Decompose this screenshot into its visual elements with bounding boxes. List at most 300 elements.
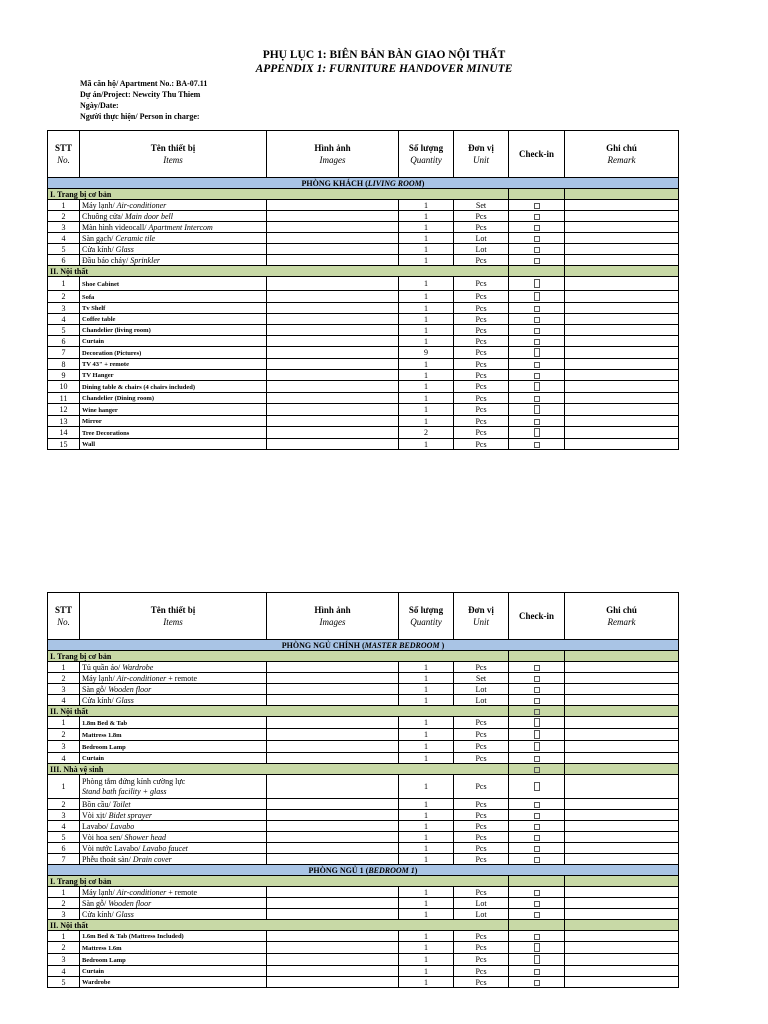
item-name <box>80 673 267 684</box>
item-name <box>80 393 267 404</box>
item-quantity: 1 <box>399 359 454 370</box>
col-quantity-label: Số lượng <box>408 605 444 615</box>
item-row <box>48 775 679 799</box>
item-row <box>48 359 679 370</box>
item-quantity: 1 <box>399 695 454 706</box>
checkbox-icon[interactable] <box>534 328 540 334</box>
item-quantity: 1 <box>399 931 454 942</box>
item-name-vi: Máy lạnh/ <box>82 887 117 897</box>
item-name <box>80 336 267 347</box>
item-checkin-cell <box>509 909 565 920</box>
item-name <box>80 416 267 427</box>
checkbox-icon[interactable] <box>534 756 540 762</box>
date-field: Ngày/Date: <box>80 101 119 110</box>
item-remark-cell[interactable] <box>565 200 679 211</box>
checkbox-icon[interactable] <box>534 969 540 975</box>
section-checkin-cell <box>509 189 565 200</box>
item-unit: Pcs <box>454 942 509 954</box>
item-quantity: 1 <box>399 898 454 909</box>
item-remark-cell[interactable] <box>565 325 679 336</box>
item-unit: Pcs <box>454 416 509 427</box>
item-name-vi: Tủ quần áo/ <box>82 662 123 672</box>
item-no: 1 <box>48 200 80 211</box>
item-remark-cell[interactable] <box>565 662 679 673</box>
item-no: 4 <box>48 821 80 832</box>
item-no: 6 <box>48 336 80 347</box>
checkbox-icon[interactable] <box>534 362 540 368</box>
item-no: 8 <box>48 359 80 370</box>
item-no: 1 <box>48 277 80 291</box>
item-remark-cell[interactable] <box>565 810 679 821</box>
section-title: III. Nhà vệ sinh <box>48 764 509 775</box>
item-remark-cell[interactable] <box>565 427 679 439</box>
item-unit: Pcs <box>454 393 509 404</box>
item-remark-cell[interactable] <box>565 381 679 393</box>
header-row <box>48 593 679 640</box>
item-image-cell <box>267 775 399 799</box>
item-row <box>48 381 679 393</box>
checkbox-icon[interactable] <box>534 718 540 727</box>
item-name <box>80 314 267 325</box>
item-row <box>48 821 679 832</box>
checkbox-icon[interactable] <box>534 835 540 841</box>
room-title-en: MASTER BEDROOM <box>364 640 442 650</box>
checkbox-icon[interactable] <box>534 214 540 220</box>
item-name-text: Mattress 1.6m <box>82 944 122 952</box>
item-no: 3 <box>48 810 80 821</box>
item-row <box>48 211 679 222</box>
item-name-vi: Đầu báo cháy/ <box>82 255 131 265</box>
section-row <box>48 266 679 277</box>
item-unit: Pcs <box>454 439 509 450</box>
item-image-cell <box>267 347 399 359</box>
item-unit: Pcs <box>454 427 509 439</box>
item-checkin-cell <box>509 843 565 854</box>
section-title: II. Nội thất <box>48 920 509 931</box>
item-image-cell <box>267 381 399 393</box>
apartment-info <box>80 78 207 122</box>
item-image-cell <box>267 854 399 865</box>
item-remark-cell[interactable] <box>565 347 679 359</box>
item-no: 1 <box>48 931 80 942</box>
item-remark-cell[interactable] <box>565 211 679 222</box>
item-remark-cell[interactable] <box>565 233 679 244</box>
item-name <box>80 799 267 810</box>
item-unit: Pcs <box>454 832 509 843</box>
item-row <box>48 695 679 706</box>
item-remark-cell[interactable] <box>565 314 679 325</box>
item-unit: Pcs <box>454 854 509 865</box>
item-quantity: 1 <box>399 810 454 821</box>
apartment-no: Mã căn hộ/ Apartment No.: BA-07.11 <box>80 79 208 88</box>
col-remark-label-en: Remark <box>607 155 636 165</box>
item-remark-cell[interactable] <box>565 931 679 942</box>
col-remark-header <box>565 131 679 178</box>
checkbox-icon[interactable] <box>534 373 540 379</box>
checkbox-icon[interactable] <box>534 419 540 425</box>
item-no: 1 <box>48 717 80 729</box>
item-checkin-cell <box>509 303 565 314</box>
checkbox-icon[interactable] <box>534 709 540 715</box>
item-name <box>80 325 267 336</box>
item-no: 5 <box>48 325 80 336</box>
item-unit: Pcs <box>454 966 509 977</box>
item-quantity: 1 <box>399 741 454 753</box>
item-image-cell <box>267 277 399 291</box>
item-unit: Pcs <box>454 977 509 988</box>
item-no: 12 <box>48 404 80 416</box>
item-unit: Pcs <box>454 887 509 898</box>
item-remark-cell[interactable] <box>565 954 679 966</box>
item-name-en: Wooden floor <box>108 684 152 694</box>
item-quantity: 1 <box>399 717 454 729</box>
item-name-vi: Cửa kính/ <box>82 244 116 254</box>
item-checkin-cell <box>509 942 565 954</box>
item-remark-cell[interactable] <box>565 942 679 954</box>
item-no: 4 <box>48 966 80 977</box>
checkbox-icon[interactable] <box>534 857 540 863</box>
item-name-text: Bedroom Lamp <box>82 743 126 751</box>
item-row <box>48 909 679 920</box>
checkbox-icon[interactable] <box>534 405 540 414</box>
checkbox-icon[interactable] <box>534 730 540 739</box>
item-quantity: 1 <box>399 832 454 843</box>
item-unit: Pcs <box>454 954 509 966</box>
item-quantity: 1 <box>399 336 454 347</box>
item-quantity: 1 <box>399 277 454 291</box>
col-no-header <box>48 593 80 640</box>
checkbox-icon[interactable] <box>534 348 540 357</box>
checkbox-icon[interactable] <box>534 382 540 391</box>
checkbox-icon[interactable] <box>534 676 540 682</box>
item-name <box>80 427 267 439</box>
item-unit: Pcs <box>454 717 509 729</box>
item-quantity: 1 <box>399 211 454 222</box>
item-name-text: Chandelier (living room) <box>82 327 151 334</box>
section-remark-cell <box>565 651 679 662</box>
item-quantity: 1 <box>399 966 454 977</box>
item-no: 3 <box>48 222 80 233</box>
item-remark-cell[interactable] <box>565 255 679 266</box>
item-remark-cell[interactable] <box>565 277 679 291</box>
checkbox-icon[interactable] <box>534 306 540 312</box>
checkbox-icon[interactable] <box>534 767 540 773</box>
item-name-vi: Máy lạnh/ <box>82 200 117 210</box>
checkbox-icon[interactable] <box>534 258 540 264</box>
col-items-label-en: Items <box>163 617 183 627</box>
item-image-cell <box>267 416 399 427</box>
item-checkin-cell <box>509 277 565 291</box>
item-remark-cell[interactable] <box>565 695 679 706</box>
item-checkin-cell <box>509 325 565 336</box>
item-quantity: 1 <box>399 200 454 211</box>
item-name-vi: Sàn gỗ/ <box>82 684 109 694</box>
item-quantity: 1 <box>399 753 454 764</box>
item-row <box>48 810 679 821</box>
item-image-cell <box>267 684 399 695</box>
col-images-label-en: Images <box>319 155 346 165</box>
item-name <box>80 684 267 695</box>
item-remark-cell[interactable] <box>565 439 679 450</box>
item-name-vi: Phễu thoát sàn/ <box>82 854 133 864</box>
section-title: II. Nội thất <box>48 706 509 717</box>
item-image-cell <box>267 291 399 303</box>
item-remark-cell[interactable] <box>565 393 679 404</box>
item-checkin-cell <box>509 775 565 799</box>
item-name-vi: Chuông cửa/ <box>82 211 125 221</box>
item-remark-cell[interactable] <box>565 821 679 832</box>
item-remark-cell[interactable] <box>565 336 679 347</box>
item-remark-cell[interactable] <box>565 303 679 314</box>
item-remark-cell[interactable] <box>565 966 679 977</box>
item-checkin-cell <box>509 314 565 325</box>
item-image-cell <box>267 255 399 266</box>
item-name-en: Stand bath facility + glass <box>82 786 167 796</box>
item-no: 7 <box>48 854 80 865</box>
section-row <box>48 706 679 717</box>
section-row <box>48 920 679 931</box>
checkbox-icon[interactable] <box>534 236 540 242</box>
item-unit: Set <box>454 673 509 684</box>
item-name <box>80 359 267 370</box>
col-images-label-en: Images <box>319 617 346 627</box>
checkbox-icon[interactable] <box>534 901 540 907</box>
item-quantity: 1 <box>399 314 454 325</box>
checkbox-icon[interactable] <box>534 742 540 751</box>
item-unit: Lot <box>454 898 509 909</box>
item-remark-cell[interactable] <box>565 832 679 843</box>
checkbox-icon[interactable] <box>534 802 540 808</box>
item-name-text: Wine hanger <box>82 406 118 414</box>
item-image-cell <box>267 966 399 977</box>
section-remark-cell <box>565 876 679 887</box>
item-name-text: Tv Shelf <box>82 305 106 312</box>
item-quantity: 1 <box>399 673 454 684</box>
section-row <box>48 876 679 887</box>
item-remark-cell[interactable] <box>565 416 679 427</box>
item-name <box>80 381 267 393</box>
col-no-header <box>48 131 80 178</box>
item-checkin-cell <box>509 244 565 255</box>
item-name <box>80 854 267 865</box>
checkbox-icon[interactable] <box>534 279 540 288</box>
item-remark-cell[interactable] <box>565 370 679 381</box>
handover-table-bedrooms <box>47 592 679 988</box>
section-remark-cell <box>565 706 679 717</box>
checkbox-icon[interactable] <box>534 955 540 964</box>
item-remark-cell[interactable] <box>565 359 679 370</box>
item-name-text: Dining table & chairs (4 chairs included) <box>82 383 196 391</box>
item-no: 3 <box>48 684 80 695</box>
item-name-text: Mattress 1.8m <box>82 731 122 739</box>
item-row <box>48 741 679 753</box>
section-row <box>48 651 679 662</box>
checkbox-icon[interactable] <box>534 846 540 852</box>
item-unit: Pcs <box>454 821 509 832</box>
checkbox-icon[interactable] <box>534 428 540 437</box>
checkbox-icon[interactable] <box>534 890 540 896</box>
item-row <box>48 233 679 244</box>
item-remark-cell[interactable] <box>565 887 679 898</box>
item-unit: Pcs <box>454 843 509 854</box>
item-remark-cell[interactable] <box>565 673 679 684</box>
item-image-cell <box>267 303 399 314</box>
item-checkin-cell <box>509 211 565 222</box>
checkbox-icon[interactable] <box>534 247 540 253</box>
item-name-text: Decoration (Pictures) <box>82 349 142 357</box>
checkbox-icon[interactable] <box>534 813 540 819</box>
item-quantity: 1 <box>399 887 454 898</box>
col-unit-header <box>454 593 509 640</box>
checkbox-icon[interactable] <box>534 292 540 301</box>
item-checkin-cell <box>509 832 565 843</box>
item-quantity: 1 <box>399 942 454 954</box>
room-title-close: ) <box>441 640 445 650</box>
checkbox-icon[interactable] <box>534 203 540 209</box>
item-image-cell <box>267 393 399 404</box>
checkbox-icon[interactable] <box>534 225 540 231</box>
item-row <box>48 887 679 898</box>
checkbox-icon[interactable] <box>534 912 540 918</box>
item-checkin-cell <box>509 439 565 450</box>
checkbox-icon[interactable] <box>534 980 540 986</box>
checkbox-icon[interactable] <box>534 824 540 830</box>
item-remark-cell[interactable] <box>565 854 679 865</box>
item-name <box>80 909 267 920</box>
checkbox-icon[interactable] <box>534 782 540 791</box>
item-remark-cell[interactable] <box>565 222 679 233</box>
item-name <box>80 222 267 233</box>
checkbox-icon[interactable] <box>534 687 540 693</box>
item-row <box>48 416 679 427</box>
checkbox-icon[interactable] <box>534 396 540 402</box>
item-name-en: Lavabo faucet <box>142 843 188 853</box>
item-remark-cell[interactable] <box>565 909 679 920</box>
item-unit: Pcs <box>454 931 509 942</box>
item-name <box>80 942 267 954</box>
checkbox-icon[interactable] <box>534 317 540 323</box>
checkbox-icon[interactable] <box>534 339 540 345</box>
col-items-header <box>80 593 267 640</box>
col-checkin-label: Check-in <box>518 611 554 621</box>
section-row <box>48 189 679 200</box>
header-row <box>48 131 679 178</box>
item-quantity: 1 <box>399 821 454 832</box>
item-remark-cell[interactable] <box>565 404 679 416</box>
item-row <box>48 832 679 843</box>
item-name <box>80 291 267 303</box>
item-name-extra: + remote <box>166 673 198 683</box>
item-unit: Pcs <box>454 336 509 347</box>
item-quantity: 2 <box>399 427 454 439</box>
checkbox-icon[interactable] <box>534 442 540 448</box>
item-name-en: Toilet <box>112 799 131 809</box>
item-unit: Lot <box>454 909 509 920</box>
item-unit: Pcs <box>454 799 509 810</box>
item-name <box>80 775 267 799</box>
item-no: 11 <box>48 393 80 404</box>
item-no: 5 <box>48 977 80 988</box>
item-checkin-cell <box>509 393 565 404</box>
item-name <box>80 741 267 753</box>
item-no: 6 <box>48 255 80 266</box>
col-checkin-header <box>509 593 565 640</box>
item-checkin-cell <box>509 931 565 942</box>
item-checkin-cell <box>509 416 565 427</box>
item-name-text: Curtain <box>82 338 105 345</box>
col-quantity-header <box>399 593 454 640</box>
item-name-vi: Sàn gỗ/ <box>82 898 109 908</box>
col-images-label: Hình ảnh <box>314 143 351 153</box>
item-row <box>48 799 679 810</box>
item-checkin-cell <box>509 347 565 359</box>
section-title: I. Trang bị cơ bản <box>48 876 509 887</box>
item-no: 2 <box>48 942 80 954</box>
item-name-en: Glass <box>115 909 134 919</box>
item-unit: Lot <box>454 233 509 244</box>
item-remark-cell[interactable] <box>565 729 679 741</box>
item-remark-cell[interactable] <box>565 977 679 988</box>
checkbox-icon[interactable] <box>534 698 540 704</box>
item-row <box>48 954 679 966</box>
section-checkin-cell <box>509 764 565 775</box>
item-name <box>80 832 267 843</box>
checkbox-icon[interactable] <box>534 943 540 952</box>
item-name <box>80 843 267 854</box>
item-no: 10 <box>48 381 80 393</box>
item-remark-cell[interactable] <box>565 291 679 303</box>
item-unit: Lot <box>454 684 509 695</box>
col-unit-label-en: Unit <box>472 155 489 165</box>
item-name-en: Apartment Intercom <box>148 222 213 232</box>
item-remark-cell[interactable] <box>565 684 679 695</box>
item-remark-cell[interactable] <box>565 775 679 799</box>
checkbox-icon[interactable] <box>534 934 540 940</box>
section-remark-cell <box>565 189 679 200</box>
item-name-en: Wardrobe <box>122 662 154 672</box>
item-remark-cell[interactable] <box>565 753 679 764</box>
item-remark-cell[interactable] <box>565 244 679 255</box>
col-items-label-en: Items <box>163 155 183 165</box>
room-header-row <box>48 865 679 876</box>
item-remark-cell[interactable] <box>565 741 679 753</box>
item-row <box>48 370 679 381</box>
room-title <box>48 178 679 189</box>
item-unit: Pcs <box>454 222 509 233</box>
item-quantity: 1 <box>399 244 454 255</box>
item-no: 4 <box>48 753 80 764</box>
item-remark-cell[interactable] <box>565 799 679 810</box>
item-remark-cell[interactable] <box>565 898 679 909</box>
item-remark-cell[interactable] <box>565 843 679 854</box>
col-no-label-en: No. <box>57 155 70 165</box>
checkbox-icon[interactable] <box>534 665 540 671</box>
item-remark-cell[interactable] <box>565 717 679 729</box>
item-quantity: 1 <box>399 799 454 810</box>
item-image-cell <box>267 898 399 909</box>
item-unit: Lot <box>454 695 509 706</box>
item-no: 4 <box>48 233 80 244</box>
item-name <box>80 717 267 729</box>
item-name-text: Curtain <box>82 968 105 975</box>
item-name-text: Sofa <box>82 293 95 301</box>
item-unit: Pcs <box>454 325 509 336</box>
item-unit: Pcs <box>454 347 509 359</box>
item-row <box>48 222 679 233</box>
col-no-label-en: No. <box>57 617 70 627</box>
item-name <box>80 729 267 741</box>
item-name-text: 1.8m Bed & Tab <box>82 719 128 727</box>
